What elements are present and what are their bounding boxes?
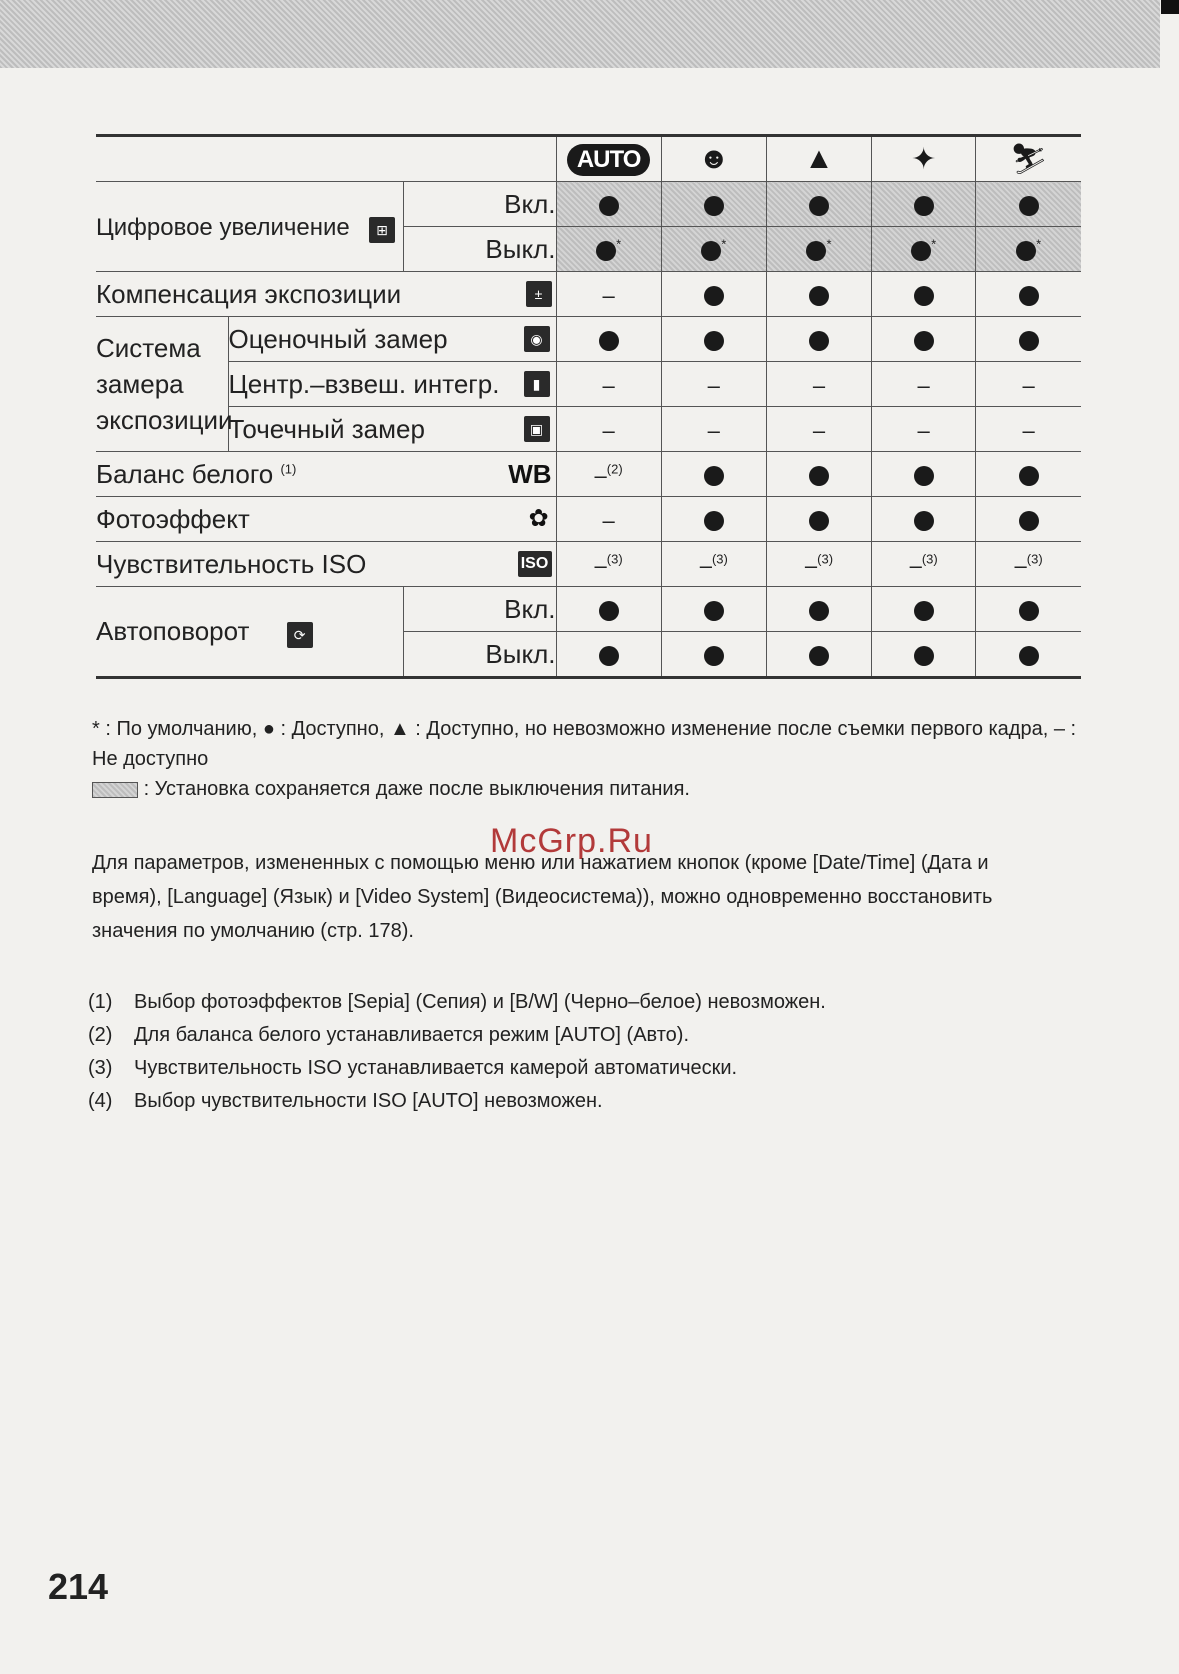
table-cell — [976, 587, 1081, 632]
footnote-number: (1) — [88, 991, 113, 1013]
table-cell — [661, 182, 766, 227]
table-row — [96, 542, 1081, 587]
table-cell — [556, 317, 661, 362]
unavailable-dash: – — [602, 372, 615, 398]
table-cell — [976, 182, 1081, 227]
metering-label-line: экспозиции — [96, 405, 233, 435]
available-dot-icon — [1016, 241, 1036, 261]
settings-availability-table — [96, 134, 1081, 679]
photo-effect-icon: ✿ — [528, 505, 549, 532]
table-cell — [766, 542, 871, 587]
available-dot-icon — [809, 511, 829, 531]
footnotes-list — [88, 986, 1048, 1118]
unavailable-dash: – — [699, 552, 712, 578]
table-cell — [976, 632, 1081, 678]
footnote-ref: (2) — [606, 460, 623, 476]
table-legend — [92, 714, 1092, 804]
available-dot-icon — [1019, 511, 1039, 531]
footnote-ref: (3) — [817, 550, 834, 566]
available-dot-icon — [704, 466, 724, 486]
footnote-ref: (3) — [921, 550, 938, 566]
table-row — [96, 362, 1081, 407]
available-dot-icon — [704, 286, 724, 306]
available-dot-icon — [704, 511, 724, 531]
table-cell — [766, 272, 871, 317]
table-cell — [872, 227, 976, 272]
iso-label-cell — [96, 542, 556, 587]
footnote-item — [88, 1052, 1048, 1085]
digital-zoom-icon: ⊞ — [369, 217, 395, 243]
available-dot-icon — [809, 466, 829, 486]
table-cell — [976, 272, 1081, 317]
table-cell — [661, 452, 766, 497]
header-corner — [96, 136, 556, 182]
metering-label-cell — [96, 317, 233, 452]
digital-zoom-label-cell — [96, 182, 403, 272]
unavailable-dash: – — [594, 552, 607, 578]
white-balance-icon: WB — [508, 459, 552, 489]
digital-zoom-label: Цифровое увеличение — [96, 213, 350, 241]
available-dot-icon — [1019, 646, 1039, 666]
unavailable-dash: – — [812, 372, 826, 398]
table-cell — [976, 362, 1081, 407]
available-dot-icon — [704, 196, 724, 216]
table-cell — [766, 317, 871, 362]
spot-metering-icon: ▣ — [524, 416, 550, 442]
available-dot-icon — [1019, 331, 1039, 351]
footnote-item — [88, 1019, 1048, 1052]
table-cell — [872, 272, 976, 317]
table-cell — [766, 227, 871, 272]
unavailable-dash: – — [602, 282, 615, 308]
table-cell — [661, 362, 766, 407]
table-cell — [872, 542, 976, 587]
table-cell — [661, 317, 766, 362]
available-dot-icon — [809, 601, 829, 621]
available-dot-icon — [1019, 286, 1039, 306]
metering-label-line: Система — [96, 333, 201, 363]
table-cell — [661, 587, 766, 632]
table-cell — [556, 272, 661, 317]
available-dot-icon — [809, 646, 829, 666]
evaluative-metering-label: Оценочный замер — [228, 323, 448, 354]
table-cell — [556, 362, 661, 407]
available-dot-icon — [596, 241, 616, 261]
available-dot-icon — [914, 286, 934, 306]
auto-rotate-icon: ⟳ — [287, 622, 313, 648]
table-cell — [766, 452, 871, 497]
table-cell — [556, 227, 661, 272]
table-cell — [872, 632, 976, 678]
auto-rotate-label: Автоповорот — [96, 615, 250, 646]
available-dot-icon — [701, 241, 721, 261]
table-cell — [556, 542, 661, 587]
table-row — [96, 452, 1081, 497]
footnote-item — [88, 1085, 1048, 1118]
unavailable-dash: – — [917, 417, 930, 443]
center-weighted-cell — [228, 362, 556, 407]
photo-effect-label-cell — [96, 497, 556, 542]
footnote-ref: (3) — [606, 550, 623, 566]
table-cell — [976, 452, 1081, 497]
mode-sports-header — [976, 136, 1081, 182]
footnote-text: Для баланса белого устанавливается режим [AUTO] (Авто). — [134, 1024, 689, 1046]
unavailable-dash: – — [1014, 552, 1027, 578]
footnote-text: Чувствительность ISO устанавливается камерой автоматически. — [134, 1057, 738, 1079]
spot-metering-label: Точечный замер — [228, 413, 425, 444]
table-cell — [556, 452, 661, 497]
available-dot-icon — [914, 601, 934, 621]
available-dot-icon — [914, 511, 934, 531]
available-dot-icon — [1019, 196, 1039, 216]
auto-rotate-on-label: Вкл. — [403, 587, 556, 632]
table-cell — [556, 497, 661, 542]
available-dot-icon — [599, 331, 619, 351]
exposure-comp-label: Компенсация экспозиции — [96, 278, 402, 309]
table-row — [96, 497, 1081, 542]
white-balance-label-cell — [96, 452, 556, 497]
iso-icon: ISO — [518, 551, 552, 577]
unavailable-dash: – — [707, 417, 720, 443]
iso-label: Чувствительность ISO — [96, 548, 367, 579]
sports-mode-icon: ⛷ — [1009, 142, 1048, 176]
available-dot-icon — [809, 196, 829, 216]
table-cell — [766, 632, 871, 678]
unavailable-dash: – — [1022, 372, 1035, 398]
available-dot-icon — [599, 646, 619, 666]
legend-symbols: * : По умолчанию, ● : Доступно, ▲ : Доступно, но невозможно изменение после съемки первого кадра, – : Не доступно — [92, 718, 1077, 770]
legend-shading-text: : Установка сохраняется даже после выключения питания. — [143, 778, 690, 800]
available-dot-icon — [599, 601, 619, 621]
table-cell — [976, 407, 1081, 452]
available-dot-icon — [914, 466, 934, 486]
white-balance-label: Баланс белого — [96, 458, 274, 489]
footnote-text: Выбор чувствительности ISO [AUTO] невозможен. — [134, 1090, 603, 1112]
watermark: McGrp.Ru — [490, 822, 653, 860]
available-dot-icon — [704, 331, 724, 351]
available-dot-icon — [911, 241, 931, 261]
mode-portrait-header — [661, 136, 766, 182]
available-dot-icon — [704, 646, 724, 666]
unavailable-dash: – — [917, 372, 930, 398]
table-header-row — [96, 136, 1081, 182]
available-dot-icon — [806, 241, 826, 261]
table-cell — [872, 362, 976, 407]
table-row — [96, 317, 1081, 362]
available-dot-icon — [914, 646, 934, 666]
table-cell — [661, 227, 766, 272]
table-cell — [976, 317, 1081, 362]
default-star: * — [721, 235, 727, 251]
exposure-comp-label-cell — [96, 272, 556, 317]
table-cell — [872, 407, 976, 452]
available-dot-icon — [809, 286, 829, 306]
shading-swatch-icon — [92, 782, 138, 798]
center-weighted-metering-icon: ▮ — [524, 371, 550, 397]
footnote-ref: (3) — [1026, 550, 1043, 566]
available-dot-icon — [704, 601, 724, 621]
table-cell — [766, 497, 871, 542]
evaluative-metering-icon: ◉ — [524, 326, 550, 352]
table-cell — [976, 227, 1081, 272]
table-cell — [766, 587, 871, 632]
unavailable-dash: – — [594, 462, 607, 488]
available-dot-icon — [914, 196, 934, 216]
table-row — [96, 587, 1081, 632]
default-star: * — [931, 235, 937, 251]
unavailable-dash: – — [909, 552, 922, 578]
table-row — [96, 182, 1081, 227]
center-weighted-label: Центр.–взвеш. интегр. — [228, 368, 500, 399]
auto-rotate-off-label: Выкл. — [403, 632, 556, 678]
table-cell — [766, 407, 871, 452]
mode-auto-header — [556, 136, 661, 182]
table-cell — [766, 182, 871, 227]
digital-zoom-on-label: Вкл. — [403, 182, 556, 227]
footnote-number: (2) — [88, 1024, 113, 1046]
table-cell — [661, 632, 766, 678]
table-cell — [661, 497, 766, 542]
available-dot-icon — [599, 196, 619, 216]
table-row — [96, 272, 1081, 317]
white-balance-note: (1) — [280, 460, 297, 476]
table-cell — [661, 542, 766, 587]
page-number: 214 — [48, 1566, 109, 1607]
available-dot-icon — [1019, 466, 1039, 486]
top-shaded-band — [0, 0, 1160, 68]
table-cell — [661, 407, 766, 452]
table-cell — [661, 272, 766, 317]
table-cell — [556, 632, 661, 678]
table-cell — [872, 587, 976, 632]
available-dot-icon — [1019, 601, 1039, 621]
table-cell — [556, 182, 661, 227]
footnote-text: Выбор фотоэффектов [Sepia] (Сепия) и [B/W] (Черно–белое) невозможен. — [134, 991, 826, 1013]
available-dot-icon — [809, 331, 829, 351]
auto-mode-icon: AUTO — [567, 144, 651, 176]
auto-rotate-label-cell — [96, 587, 403, 678]
table-cell — [556, 587, 661, 632]
mode-landscape-header — [766, 136, 871, 182]
night-scene-mode-icon: ✦ — [911, 142, 937, 176]
default-star: * — [616, 235, 622, 251]
unavailable-dash: – — [602, 507, 615, 533]
evaluative-metering-cell — [228, 317, 556, 362]
table-cell — [556, 407, 661, 452]
spot-metering-cell — [228, 407, 556, 452]
table-cell — [872, 182, 976, 227]
footnote-number: (4) — [88, 1090, 113, 1112]
portrait-mode-icon: ☻ — [698, 142, 730, 175]
footnote-item — [88, 986, 1048, 1019]
exposure-compensation-icon: ± — [526, 281, 552, 307]
digital-zoom-off-label: Выкл. — [403, 227, 556, 272]
table-cell — [976, 542, 1081, 587]
reset-paragraph: Для параметров, измененных с помощью меню или нажатием кнопок (кроме [Date/Time] (Дата и время), [Language] (Язык) и [Video System] (Видеосистема)), можно одновременно восстановить значения по умолчанию (стр. 178). — [92, 852, 993, 942]
default-star: * — [1036, 235, 1042, 251]
unavailable-dash: – — [804, 552, 818, 578]
default-star: * — [826, 235, 832, 251]
unavailable-dash: – — [812, 417, 826, 443]
footnote-ref: (3) — [711, 550, 728, 566]
table-cell — [976, 497, 1081, 542]
mode-night-header — [872, 136, 976, 182]
landscape-mode-icon: ▲ — [804, 142, 834, 175]
unavailable-dash: – — [707, 372, 720, 398]
legend-shading — [92, 774, 1092, 804]
table-cell — [872, 452, 976, 497]
table-cell — [872, 497, 976, 542]
table-cell — [872, 317, 976, 362]
corner-tab-mark — [1161, 0, 1179, 14]
unavailable-dash: – — [602, 417, 615, 443]
footnote-number: (3) — [88, 1057, 113, 1079]
metering-label-line: замера — [96, 369, 184, 399]
available-dot-icon — [914, 331, 934, 351]
unavailable-dash: – — [1022, 417, 1035, 443]
photo-effect-label: Фотоэффект — [96, 503, 250, 534]
table-cell — [766, 362, 871, 407]
table-row — [96, 407, 1081, 452]
